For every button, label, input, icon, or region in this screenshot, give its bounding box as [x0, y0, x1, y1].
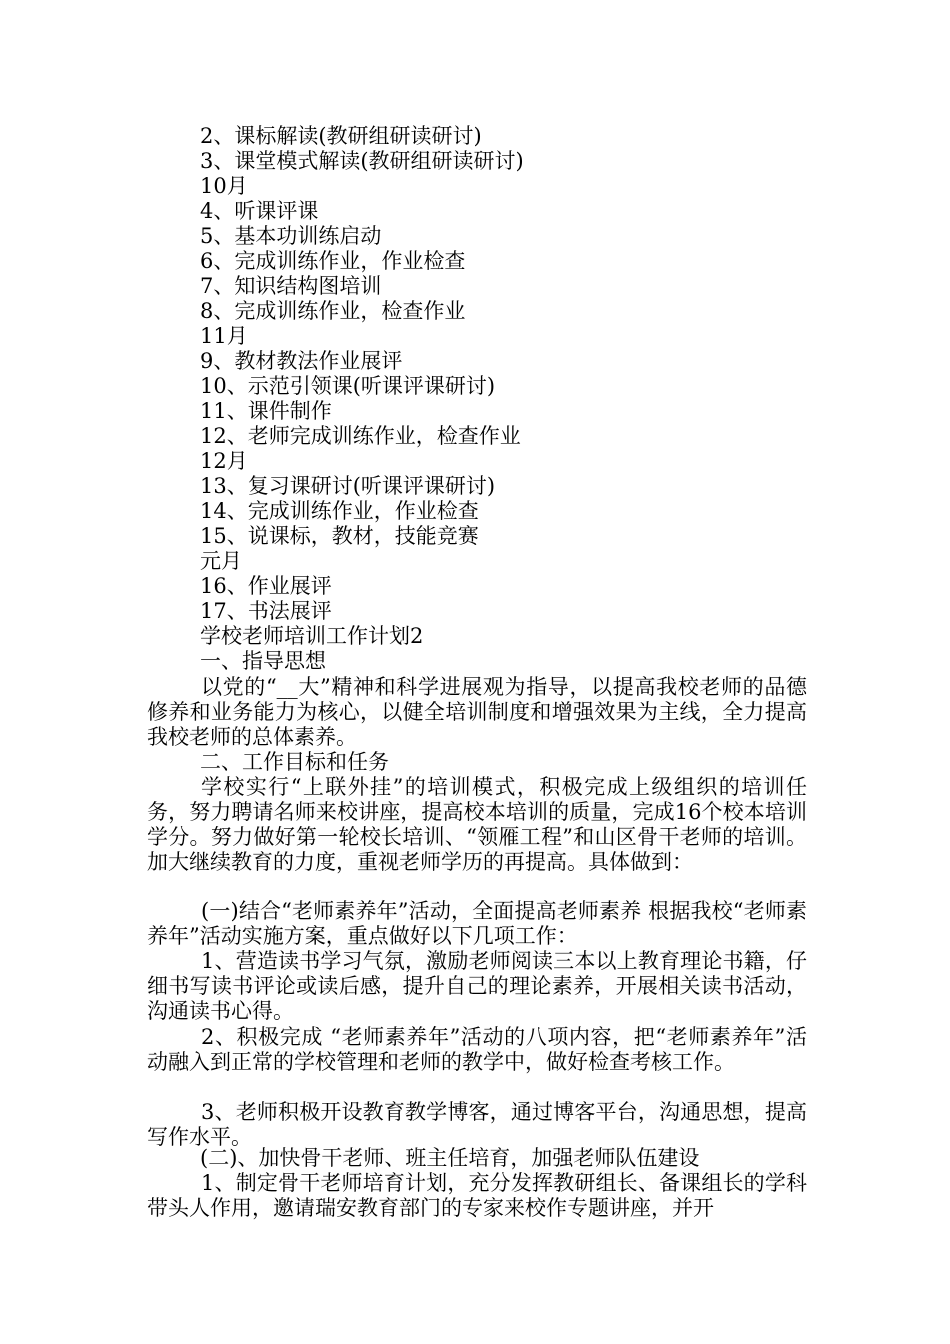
schedule-line: 11、课件制作	[200, 399, 332, 423]
paragraph-item-three: 3、老师积极开设教育教学博客，通过博客平台，沟通思想，提高写作水平。	[147, 1100, 807, 1149]
schedule-line: 元月	[200, 549, 242, 573]
schedule-line: 4、听课评课	[200, 199, 319, 223]
schedule-line: 17、书法展评	[200, 599, 332, 623]
schedule-line: 10、示范引领课(听课评课研讨)	[200, 374, 496, 398]
paragraph-part-two-item-one: 1、制定骨干老师培育计划，充分发挥教研组长、备课组长的学科带头人作用，邀请瑞安教育部门的专家来校作专题讲座，并开	[147, 1171, 807, 1220]
schedule-line: 一、指导思想	[200, 649, 326, 673]
paragraph-item-one: 1、营造读书学习气氛，激励老师阅读三本以上教育理论书籍，仔细书写读书评论或读后感，提升自己的理论素养，开展相关读书活动，沟通读书心得。	[147, 949, 807, 1023]
schedule-line: 14、完成训练作业，作业检查	[200, 499, 479, 523]
schedule-line: 6、完成训练作业，作业检查	[200, 249, 466, 273]
paragraph-item-two: 2、积极完成 “老师素养年”活动的八项内容，把“老师素养年”活动融入到正常的学校管理和老师的教学中，做好检查考核工作。	[147, 1025, 807, 1074]
paragraph-goals: 学校实行“上联外挂”的培训模式，积极完成上级组织的培训任务，努力聘请名师来校讲座，提高校本培训的质量，完成16个校本培训学分。努力做好第一轮校长培训、“领雁工程”和山区骨干老师的培训。加大继续教育的力度，重视老师学历的再提高。具体做到：	[147, 775, 807, 874]
heading-goals: 二、工作目标和任务	[200, 750, 389, 774]
schedule-line: 5、基本功训练启动	[200, 224, 382, 248]
schedule-line: 13、复习课研讨(听课评课研讨)	[200, 474, 496, 498]
schedule-line: 16、作业展评	[200, 574, 332, 598]
schedule-line: 9、教材教法作业展评	[200, 349, 403, 373]
paragraph-part-one: (一)结合“老师素养年”活动，全面提高老师素养 根据我校“老师素养年”活动实施方案，重点做好以下几项工作：	[147, 899, 807, 948]
schedule-line: 12、老师完成训练作业，检查作业	[200, 424, 521, 448]
heading-part-two: (二)、加快骨干老师、班主任培育，加强老师队伍建设	[200, 1146, 700, 1170]
schedule-line: 10月	[200, 174, 248, 198]
schedule-line: 学校老师培训工作计划2	[200, 624, 424, 648]
schedule-line: 2、课标解读(教研组研读研讨)	[200, 124, 482, 148]
schedule-line: 12月	[200, 449, 248, 473]
schedule-line: 15、说课标，教材，技能竞赛	[200, 524, 479, 548]
schedule-line: 7、知识结构图培训	[200, 274, 382, 298]
schedule-line: 11月	[200, 324, 248, 348]
paragraph-guiding-thought: 以党的“__大”精神和科学进展观为指导，以提高我校老师的品德修养和业务能力为核心，以健全培训制度和增强效果为主线，全力提高我校老师的总体素养。	[147, 675, 807, 749]
schedule-line: 8、完成训练作业，检查作业	[200, 299, 466, 323]
schedule-line: 3、课堂模式解读(教研组研读研讨)	[200, 149, 524, 173]
